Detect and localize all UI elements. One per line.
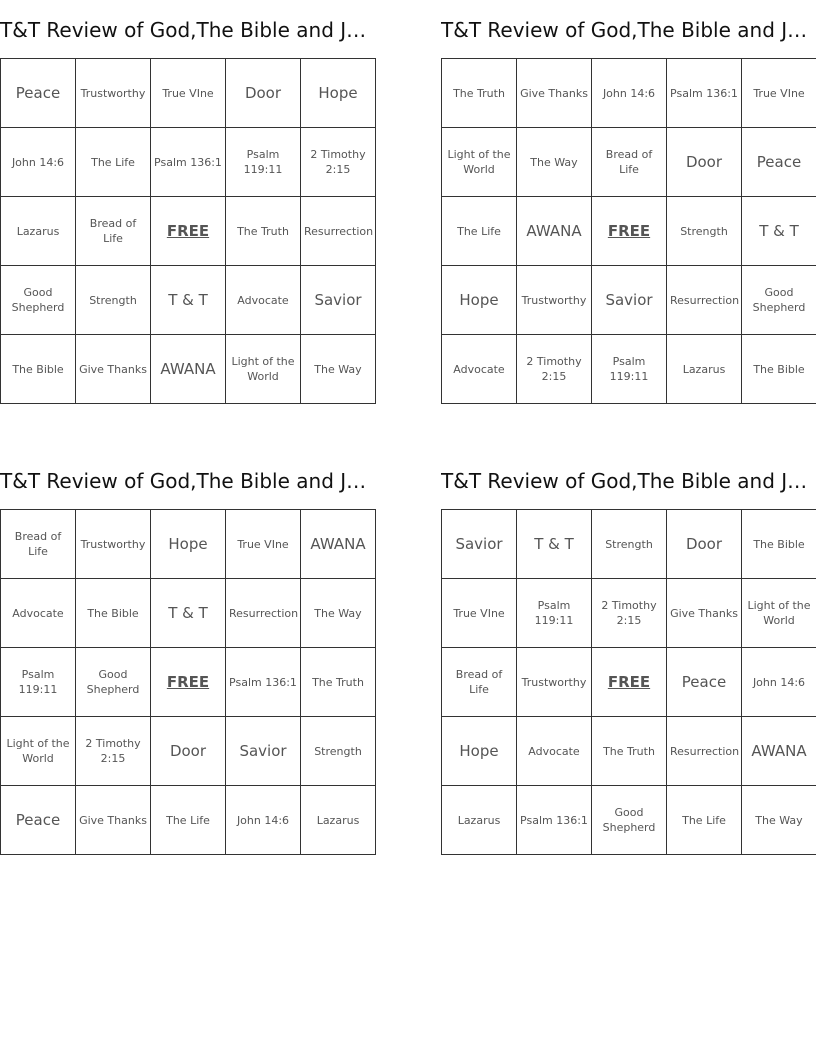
bingo-cell: The Way (742, 786, 816, 855)
bingo-cell: Light of the World (742, 579, 816, 648)
bingo-cell: Door (151, 717, 226, 786)
bingo-cell: Psalm 136:1 (667, 59, 742, 128)
bingo-cell: Psalm 119:11 (226, 128, 301, 197)
bingo-cell: The Life (76, 128, 151, 197)
bingo-card-4 (441, 466, 816, 855)
bingo-row (1, 335, 376, 404)
bingo-card-3 (0, 466, 375, 855)
bingo-cell: 2 Timothy 2:15 (517, 335, 592, 404)
bingo-cell: Resurrection (667, 266, 742, 335)
bingo-cell: Savior (442, 510, 517, 579)
bingo-row (442, 59, 816, 128)
bingo-cell: The Bible (742, 510, 816, 579)
bingo-cell: The Bible (1, 335, 76, 404)
bingo-cell: Lazarus (442, 786, 517, 855)
bingo-cell: T & T (151, 579, 226, 648)
bingo-row (1, 197, 376, 266)
bingo-cell: Peace (667, 648, 742, 717)
bingo-cell: Light of the World (442, 128, 517, 197)
bingo-cell: Peace (1, 786, 76, 855)
bingo-cell: John 14:6 (592, 59, 667, 128)
bingo-cell: The Way (301, 335, 376, 404)
bingo-cell: Hope (442, 266, 517, 335)
bingo-cell: The Bible (742, 335, 816, 404)
bingo-row (442, 717, 816, 786)
bingo-row (442, 510, 816, 579)
bingo-cell: The Way (517, 128, 592, 197)
bingo-cell: Bread of Life (592, 128, 667, 197)
bingo-cell: Strength (667, 197, 742, 266)
bingo-cell: Door (667, 510, 742, 579)
bingo-cell: Good Shepherd (742, 266, 816, 335)
bingo-cell: Good Shepherd (1, 266, 76, 335)
bingo-cell: Resurrection (226, 579, 301, 648)
bingo-cell: John 14:6 (226, 786, 301, 855)
bingo-cell: The Truth (226, 197, 301, 266)
bingo-cell: T & T (151, 266, 226, 335)
bingo-cell: Savior (592, 266, 667, 335)
bingo-cell: Hope (442, 717, 517, 786)
bingo-cell: Trustworthy (517, 266, 592, 335)
bingo-cell: T & T (517, 510, 592, 579)
free-space: FREE (151, 197, 226, 266)
bingo-cell: Give Thanks (76, 335, 151, 404)
bingo-grid (441, 509, 816, 855)
bingo-cell: John 14:6 (742, 648, 816, 717)
bingo-cell: Hope (301, 59, 376, 128)
bingo-cell: AWANA (151, 335, 226, 404)
bingo-row (442, 266, 816, 335)
bingo-cell: Bread of Life (442, 648, 517, 717)
bingo-row (1, 786, 376, 855)
bingo-cell: The Truth (592, 717, 667, 786)
bingo-cell: Lazarus (301, 786, 376, 855)
bingo-cell: Peace (742, 128, 816, 197)
bingo-cell: The Life (442, 197, 517, 266)
bingo-cell: Psalm 119:11 (1, 648, 76, 717)
bingo-cell: Savior (226, 717, 301, 786)
card-title: T&T Review of God,The Bible and J… (0, 469, 367, 493)
bingo-cell: Bread of Life (76, 197, 151, 266)
bingo-card-1 (0, 15, 375, 404)
free-space: FREE (592, 648, 667, 717)
bingo-row (1, 266, 376, 335)
bingo-cell: 2 Timothy 2:15 (76, 717, 151, 786)
bingo-cell: Good Shepherd (592, 786, 667, 855)
bingo-cell: Resurrection (667, 717, 742, 786)
card-title: T&T Review of God,The Bible and J… (441, 18, 808, 42)
bingo-cell: Advocate (517, 717, 592, 786)
bingo-cell: Lazarus (667, 335, 742, 404)
bingo-row (1, 59, 376, 128)
bingo-cell: Peace (1, 59, 76, 128)
bingo-cell: Advocate (442, 335, 517, 404)
bingo-cell: True VIne (151, 59, 226, 128)
card-title: T&T Review of God,The Bible and J… (441, 469, 808, 493)
free-space: FREE (592, 197, 667, 266)
bingo-cell: Light of the World (1, 717, 76, 786)
bingo-cell: The Truth (442, 59, 517, 128)
bingo-cell: Hope (151, 510, 226, 579)
bingo-cell: Advocate (1, 579, 76, 648)
bingo-cell: Strength (592, 510, 667, 579)
bingo-cell: The Way (301, 579, 376, 648)
bingo-cell: T & T (742, 197, 816, 266)
bingo-row (1, 579, 376, 648)
bingo-cell: Psalm 119:11 (517, 579, 592, 648)
bingo-row (1, 717, 376, 786)
bingo-cell: Resurrection (301, 197, 376, 266)
bingo-cell: True VIne (742, 59, 816, 128)
bingo-cell: Trustworthy (517, 648, 592, 717)
bingo-cell: The Life (667, 786, 742, 855)
card-title: T&T Review of God,The Bible and J… (0, 18, 367, 42)
bingo-cell: The Life (151, 786, 226, 855)
bingo-cell: Door (667, 128, 742, 197)
bingo-cell: Lazarus (1, 197, 76, 266)
bingo-cell: Good Shepherd (76, 648, 151, 717)
bingo-cell: True VIne (226, 510, 301, 579)
bingo-cell: John 14:6 (1, 128, 76, 197)
bingo-cell: The Truth (301, 648, 376, 717)
bingo-cell: True VIne (442, 579, 517, 648)
bingo-grid (0, 509, 376, 855)
bingo-cell: Strength (301, 717, 376, 786)
bingo-cell: Trustworthy (76, 510, 151, 579)
bingo-row (1, 128, 376, 197)
bingo-row (442, 648, 816, 717)
bingo-cell: Strength (76, 266, 151, 335)
bingo-cell: Light of the World (226, 335, 301, 404)
bingo-cell: AWANA (742, 717, 816, 786)
bingo-cell: Trustworthy (76, 59, 151, 128)
bingo-cell: Give Thanks (517, 59, 592, 128)
bingo-row (1, 510, 376, 579)
bingo-grid (441, 58, 816, 404)
bingo-cell: The Bible (76, 579, 151, 648)
bingo-cell: Psalm 119:11 (592, 335, 667, 404)
free-space: FREE (151, 648, 226, 717)
bingo-row (442, 786, 816, 855)
bingo-row (442, 197, 816, 266)
bingo-cell: Give Thanks (667, 579, 742, 648)
bingo-cell: Door (226, 59, 301, 128)
bingo-row (442, 335, 816, 404)
bingo-row (442, 128, 816, 197)
bingo-cell: Psalm 136:1 (517, 786, 592, 855)
bingo-grid (0, 58, 376, 404)
bingo-cell: 2 Timothy 2:15 (592, 579, 667, 648)
bingo-cell: Psalm 136:1 (151, 128, 226, 197)
bingo-cell: Savior (301, 266, 376, 335)
bingo-row (442, 579, 816, 648)
bingo-card-2 (441, 15, 816, 404)
bingo-cell: Psalm 136:1 (226, 648, 301, 717)
bingo-cell: Give Thanks (76, 786, 151, 855)
bingo-cell: Advocate (226, 266, 301, 335)
bingo-cell: AWANA (517, 197, 592, 266)
bingo-cell: 2 Timothy 2:15 (301, 128, 376, 197)
bingo-cell: AWANA (301, 510, 376, 579)
bingo-row (1, 648, 376, 717)
bingo-cell: Bread of Life (1, 510, 76, 579)
